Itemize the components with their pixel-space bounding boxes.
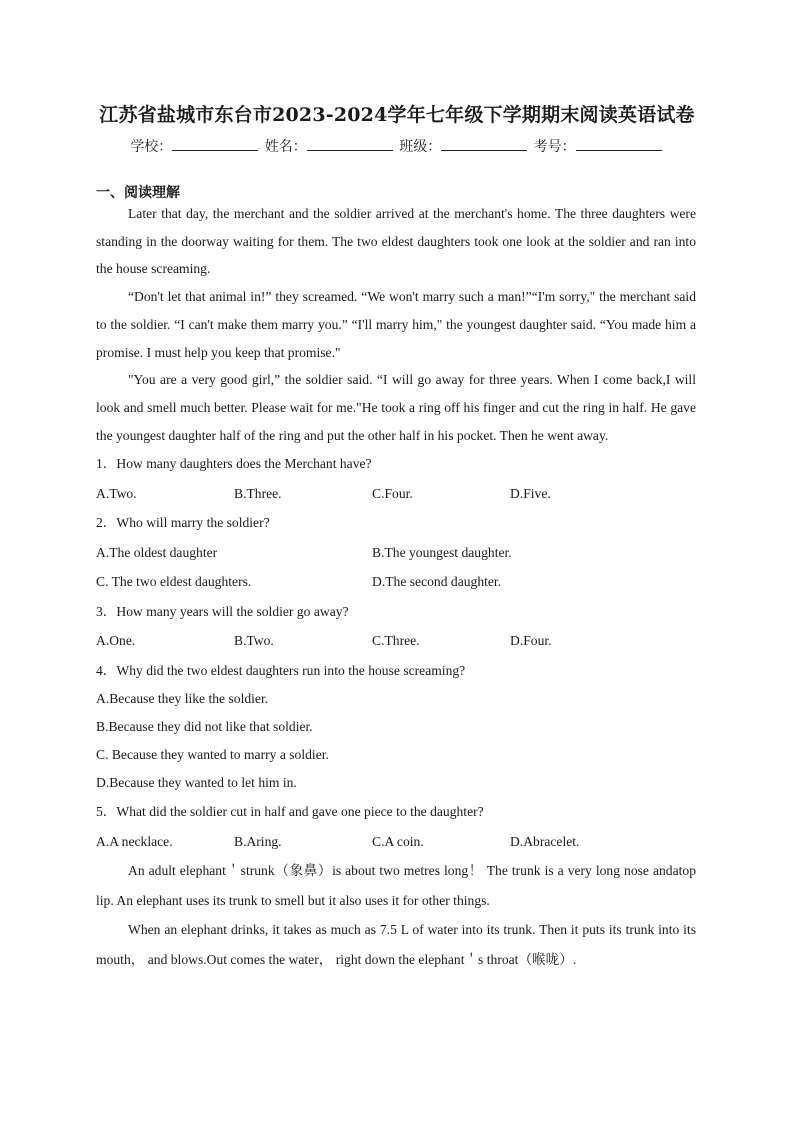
page-title: 江苏省盐城市东台市2023-2024学年七年级下学期期末阅读英语试卷 (99, 104, 695, 126)
question-text: 3．How many years will the soldier go away? (96, 603, 349, 619)
option-b[interactable]: B.Two. (234, 633, 274, 649)
passage-2-paragraph: When an elephant drinks, it takes as much as 7.5 L of water into its trunk. Then it puts its trunk into its mouth， and blows.Out comes the water， right down the elephant＇s throat（喉咙）. (96, 922, 696, 967)
question-3 (96, 597, 696, 656)
options (96, 827, 696, 857)
option-a[interactable]: A.Two. (96, 485, 137, 501)
passage-1-paragraph: “Don't let that animal in!” they screamed. “We won't marry such a man!”“I'm sorry," the merchant said to the soldier. “I can't make them marry you.” “I'll marry him," the youngest daughter said. “You made him a promise. I must help you keep that promise." (96, 289, 696, 360)
option-a[interactable]: A.A necklace. (96, 833, 173, 849)
option-c[interactable]: C. The two eldest daughters. (96, 574, 252, 590)
reading-content (96, 200, 696, 974)
options (96, 626, 696, 656)
name-label: 姓名： (264, 139, 307, 155)
question-text: 1．How many daughters does the Merchant have? (96, 456, 372, 472)
class-blank[interactable] (441, 138, 527, 151)
exam-number-label: 考号： (533, 139, 576, 155)
option-a[interactable]: A.Because they like the soldier. (96, 691, 269, 707)
section-title: 一、阅读理解 (96, 185, 180, 201)
options-row (96, 567, 696, 597)
question-1 (96, 449, 696, 508)
question-text: 2．Who will marry the soldier? (96, 515, 270, 531)
options (96, 479, 696, 509)
option-b[interactable]: B.The youngest daughter. (372, 544, 512, 560)
question-2 (96, 508, 696, 597)
option-b[interactable]: B.Aring. (234, 833, 282, 849)
option-d[interactable]: D.Five. (510, 485, 551, 501)
options-row (96, 538, 696, 568)
option-c[interactable]: C.Three. (372, 633, 420, 649)
question-text: 5．What did the soldier cut in half and gave one piece to the daughter? (96, 804, 484, 820)
option-d[interactable]: D.The second daughter. (372, 574, 502, 590)
passage-2-paragraph: An adult elephant＇strunk（象鼻）is about two metres long！ The trunk is a very long nose andatop lip. An elephant uses its trunk to smell but it also uses it for other things. (96, 863, 696, 908)
option-d[interactable]: D.Abracelet. (510, 833, 580, 849)
option-a[interactable]: A.The oldest daughter (96, 544, 218, 560)
passage-1-paragraph: "You are a very good girl,” the soldier said. “I will go away for three years. When I come back,I will look and smell much better. Please wait for me."He took a ring off his finger and cut the ring in half. He gave the youngest daughter half of the ring and put the other half in his pocket. Then he went away. (96, 372, 696, 443)
option-c[interactable]: C.A coin. (372, 833, 424, 849)
class-label: 班级： (399, 139, 442, 155)
name-blank[interactable] (307, 138, 393, 151)
school-blank[interactable] (172, 138, 258, 151)
option-d[interactable]: D.Because they wanted to let him in. (96, 775, 297, 791)
option-c[interactable]: C.Four. (372, 485, 413, 501)
question-4 (96, 656, 696, 798)
question-text: 4．Why did the two eldest daughters run into the house screaming? (96, 662, 466, 678)
option-c[interactable]: C. Because they wanted to marry a soldier. (96, 747, 329, 763)
passage-1-paragraph: Later that day, the merchant and the soldier arrived at the merchant's home. The three daughters were standing in the doorway waiting for them. The two eldest daughters took one look at the soldier and ran into the house screaming. (96, 206, 696, 277)
option-d[interactable]: D.Four. (510, 633, 552, 649)
option-a[interactable]: A.One. (96, 633, 136, 649)
option-b[interactable]: B.Because they did not like that soldier. (96, 719, 313, 735)
question-5 (96, 797, 696, 856)
exam-number-blank[interactable] (576, 138, 662, 151)
school-label: 学校： (130, 139, 173, 155)
student-info-line (0, 136, 794, 156)
option-b[interactable]: B.Three. (234, 485, 282, 501)
